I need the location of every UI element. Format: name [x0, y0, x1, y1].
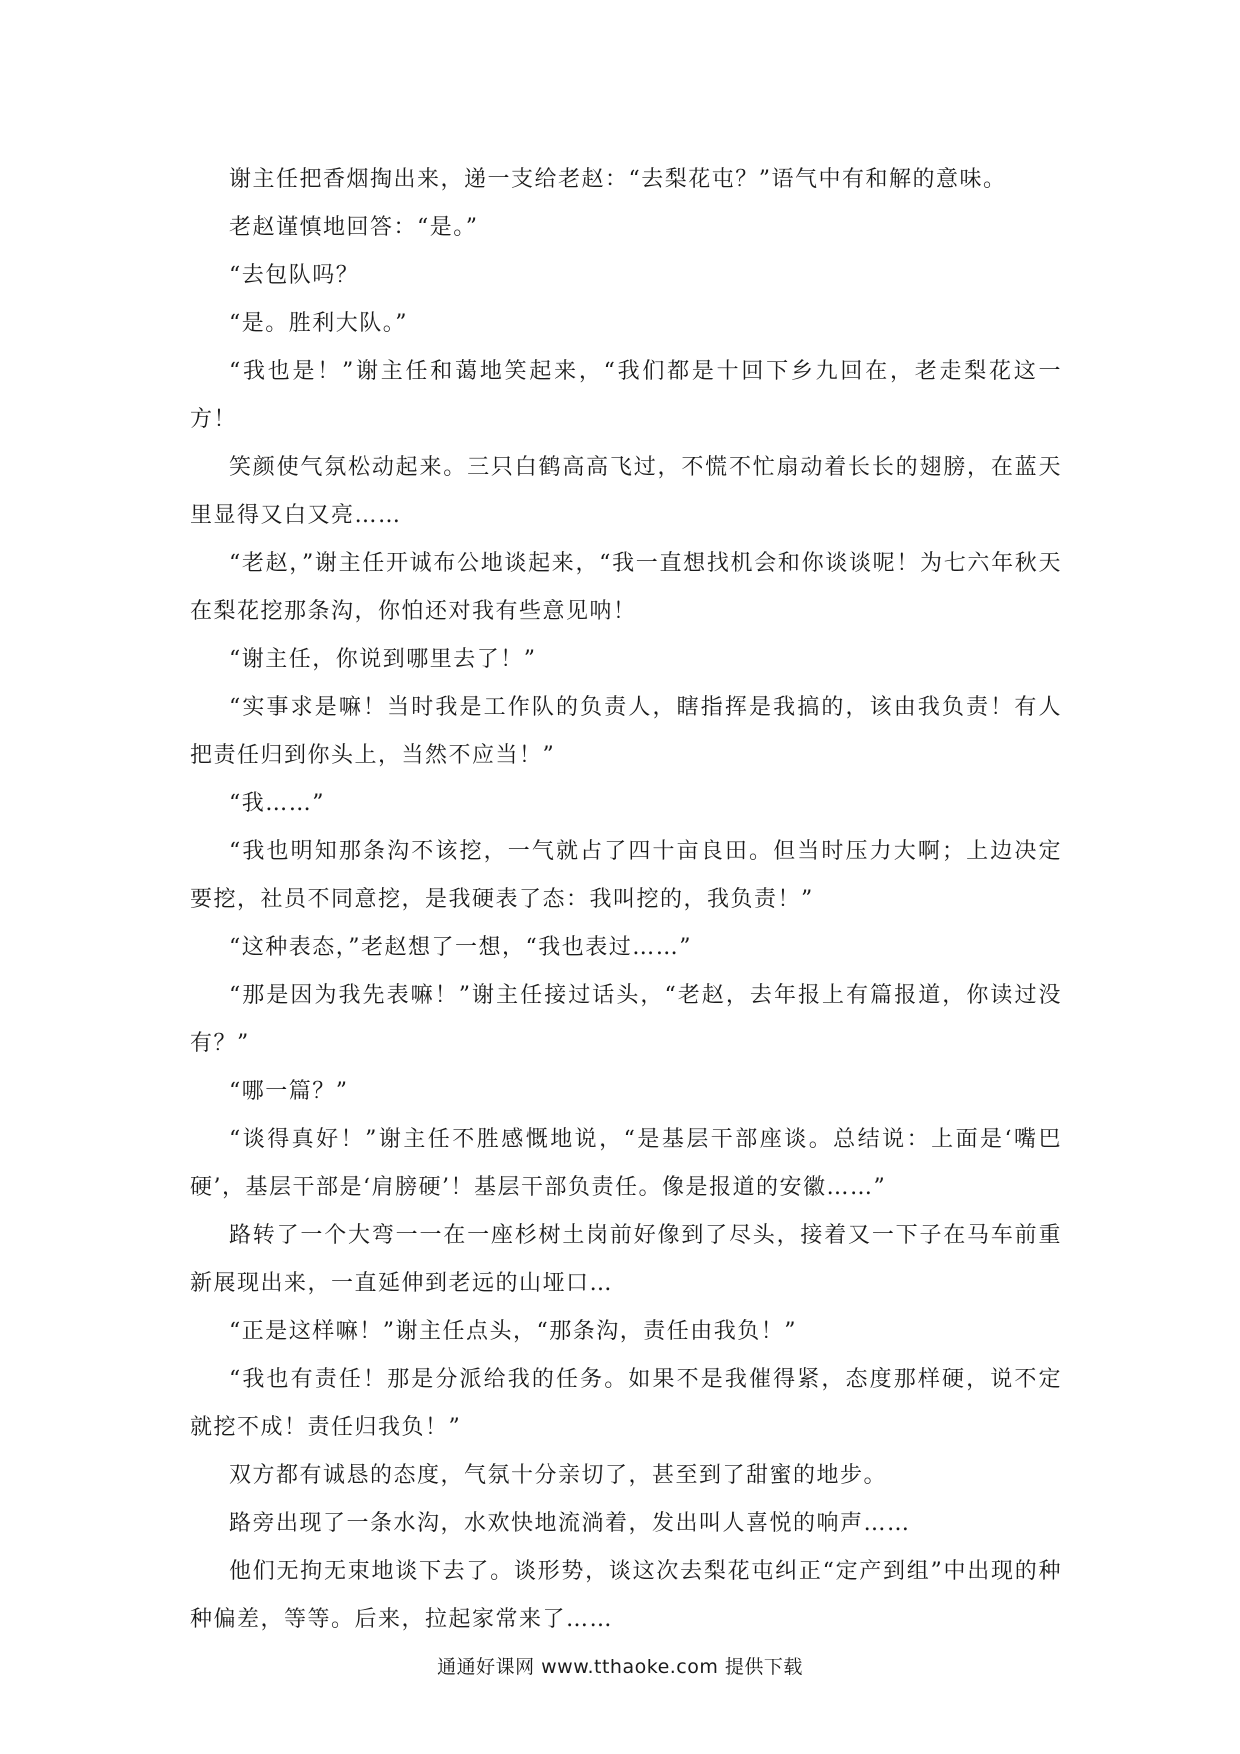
paragraph: “哪一篇？”: [229, 1079, 349, 1104]
paragraph: 双方都有诚恳的态度，气氛十分亲切了，甚至到了甜蜜的地步。: [229, 1463, 888, 1488]
paragraph: 笑颜使气氛松动起来。三只白鹤高高飞过，不慌不忙扇动着长长的翅膀，在蓝天里显得又白又亮……: [190, 455, 1062, 528]
paragraph: “我……”: [229, 791, 325, 816]
paragraph: “去包队吗？: [229, 263, 360, 288]
paragraph: “实事求是嘛！当时我是工作队的负责人，瞎指挥是我搞的，该由我负责！有人把责任归到你头上，当然不应当！”: [190, 695, 1062, 768]
paragraph: 老赵谨慎地回答：“是。”: [229, 215, 479, 240]
story-text: [190, 156, 1062, 1644]
page-footer: 通通好课网 www.tthaoke.com 提供下载: [437, 1656, 803, 1678]
paragraph: “我也明知那条沟不该挖，一气就占了四十亩良田。但当时压力大啊；上边决定要挖，社员不同意挖，是我硬表了态：我叫挖的，我负责！”: [190, 839, 1062, 912]
paragraph: “谈得真好！”谢主任不胜感慨地说，“是基层干部座谈。总结说：上面是‘嘴巴硬’，基层干部是‘肩膀硬’！基层干部负责任。像是报道的安徽……”: [190, 1127, 1062, 1200]
paragraph: 他们无拘无束地谈下去了。谈形势，谈这次去梨花屯纠正“定产到组”中出现的种种偏差，等等。后来，拉起家常来了……: [190, 1559, 1062, 1632]
paragraph: “我也有责任！那是分派给我的任务。如果不是我催得紧，态度那样硬，说不定就挖不成！责任归我负！”: [190, 1367, 1062, 1440]
paragraph: “这种表态，”老赵想了一想，“我也表过……”: [229, 935, 692, 960]
paragraph: “是。胜利大队。”: [229, 311, 408, 336]
paragraph: 谢主任把香烟掏出来，递一支给老赵：“去梨花屯？”语气中有和解的意味。: [229, 167, 1007, 192]
paragraph: “老赵，”谢主任开诚布公地谈起来，“我一直想找机会和你谈谈呢！为七六年秋天在梨花挖那条沟，你怕还对我有些意见呐！: [190, 551, 1062, 624]
paragraph: “谢主任，你说到哪里去了！”: [229, 647, 537, 672]
paragraph: 路旁出现了一条水沟，水欢快地流淌着，发出叫人喜悦的响声……: [229, 1511, 911, 1536]
paragraph: “正是这样嘛！”谢主任点头，“那条沟，责任由我负！”: [229, 1319, 797, 1344]
paragraph: 路转了一个大弯一一在一座杉树土岗前好像到了尽头，接着又一下子在马车前重新展现出来，一直延伸到老远的山垭口…: [190, 1223, 1062, 1296]
paragraph: “那是因为我先表嘛！”谢主任接过话头，“老赵，去年报上有篇报道，你读过没有？”: [190, 983, 1062, 1056]
paragraph: “我也是！”谢主任和蔼地笑起来，“我们都是十回下乡九回在，老走梨花这一方！: [190, 359, 1062, 432]
